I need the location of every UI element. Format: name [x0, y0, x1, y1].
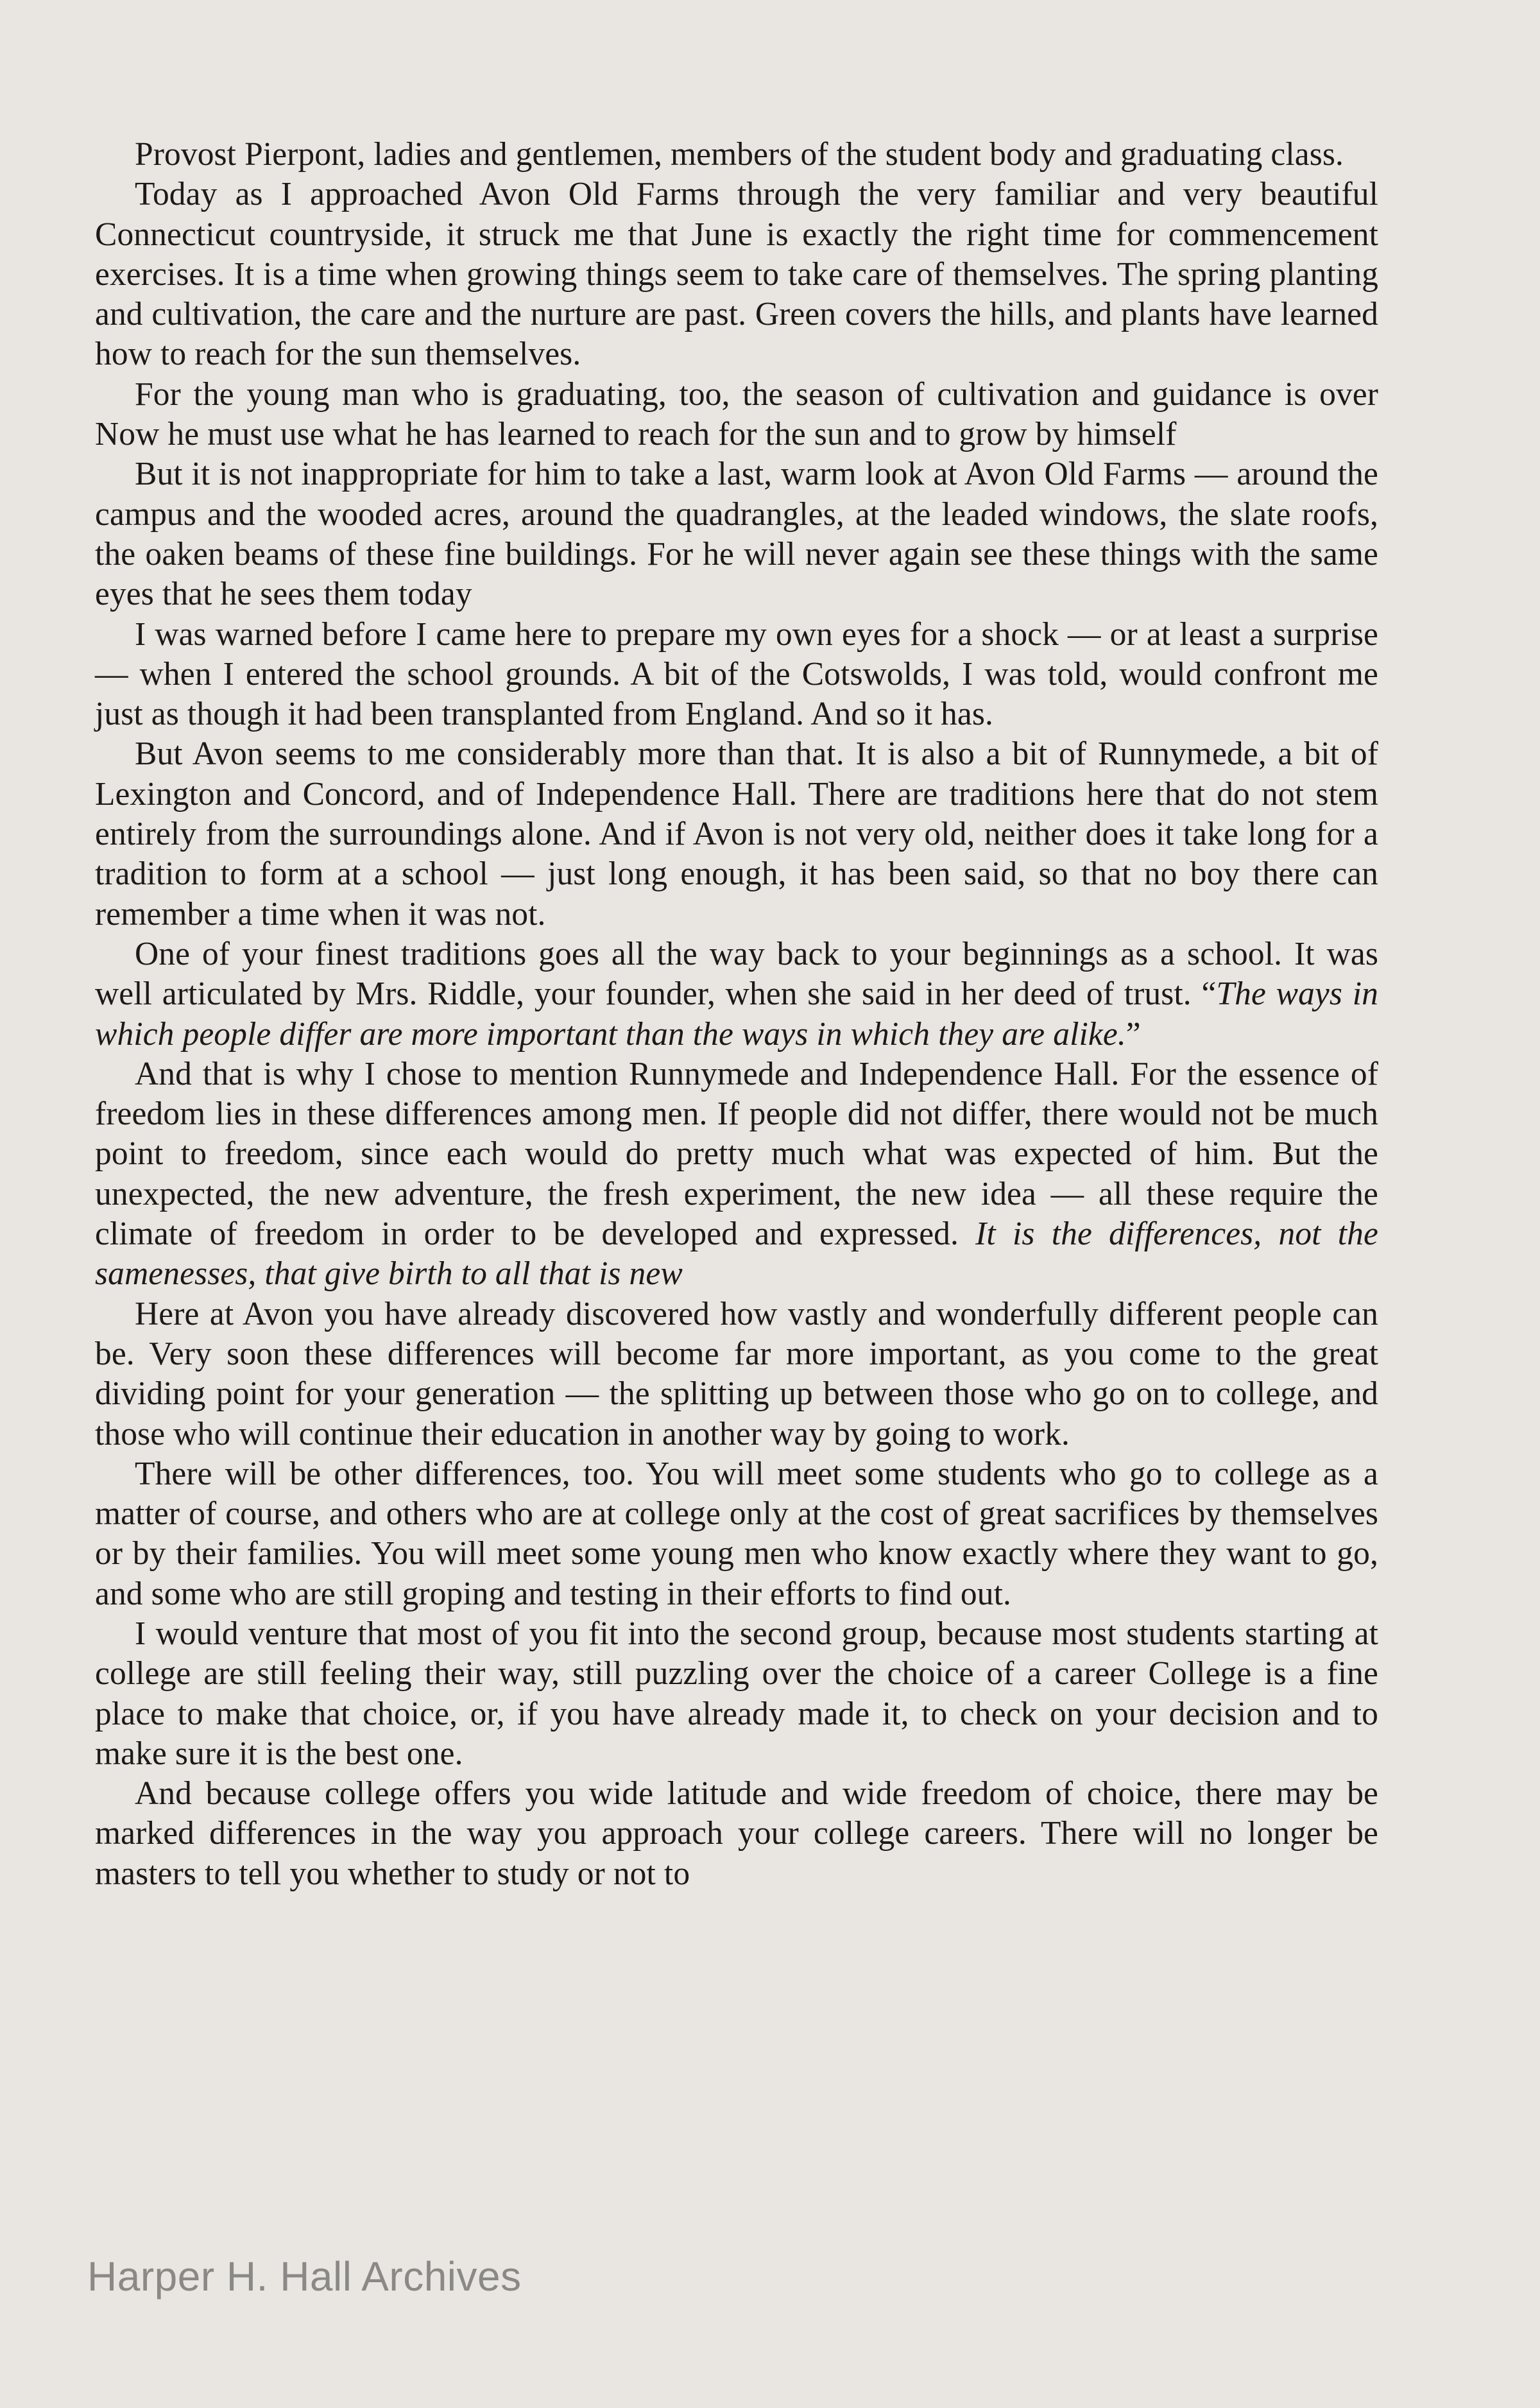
paragraph-6: [95, 734, 1378, 934]
paragraph-text: Today as I approached Avon Old Farms through the very familiar and very beautiful Connecticut countryside, it struck me that June is exactly the right time for commencement exercises. It is a time when growing things seem to take care of themselves. The spring planting and cultivation, the care and the nurture are past. Green covers the hills, and plants have learned how to reach for the sun themselves.: [95, 176, 1378, 373]
paragraph-12: [95, 1774, 1378, 1894]
paragraph-text: One of your finest traditions goes all the way back to your beginnings as a school. It was well articulated by Mrs. Riddle, your founder, when she said in her deed of trust. “: [95, 935, 1378, 1013]
paragraph-text: But Avon seems to me considerably more than that. It is also a bit of Runnymede, a bit of Lexington and Concord, and of Independence Hall. There are traditions here that do not stem entirely from the surroundings alone. And if Avon is not very old, neither does it take long for a tradition to form at a school — just long enough, it has been said, so that no boy there can remember a time when it was not.: [95, 735, 1378, 933]
paragraph-text: I would venture that most of you fit into the second group, because most students starting at college are still feeling their way, still puzzling over the choice of a career College is a fine place to make that choice, or, if you have already made it, to check on your decision and to make sure it is the best one.: [95, 1615, 1378, 1772]
paragraph-text: I was warned before I came here to prepare my own eyes for a shock — or at least a surprise — when I entered the school grounds. A bit of the Cotswolds, I was told, would confront me just as though it had been transplanted from England. And so it has.: [95, 615, 1378, 733]
paragraph-text: Provost Pierpont, ladies and gentlemen, members of the student body and graduating class.: [135, 136, 1344, 173]
paragraph-11: [95, 1614, 1378, 1774]
paragraph-8: [95, 1054, 1378, 1294]
archive-watermark: Harper H. Hall Archives: [87, 2253, 522, 2300]
paragraph-text: And that is why I chose to mention Runnymede and Independence Hall. For the essence of freedom lies in these differences among men. If people did not differ, there would not be much point to freedom, since each would do pretty much what was expected of him. But the unexpected, the new adventure, the fresh experiment, the new idea — all these require the climate of freedom in order to be developed and expressed.: [95, 1055, 1378, 1253]
paragraph-5: [95, 615, 1378, 735]
paragraph-text: But it is not inappropriate for him to take a last, warm look at Avon Old Farms — around the campus and the wooded acres, around the quadrangles, at the leaded windows, the slate roofs, the oaken beams of these fine buildings. For he will never again see these things with the same eyes that he sees them today: [95, 456, 1378, 613]
italic-quote: The ways in which people differ are more important than the ways in which they are alike.: [95, 976, 1378, 1053]
paragraph-text: For the young man who is graduating, too, the season of cultivation and guidance is over Now he must use what he has learned to reach for the sun and to grow by himself: [95, 375, 1378, 453]
paragraph-text: And because college offers you wide latitude and wide freedom of choice, there may be marked differences in the way you approach your college careers. There will no longer be masters to tell you whether to study or not to: [95, 1775, 1378, 1892]
paragraph-4: [95, 454, 1378, 614]
paragraph-1: [95, 135, 1378, 175]
paragraph-10: [95, 1454, 1378, 1614]
paragraph-7: [95, 934, 1378, 1054]
paragraph-text: Here at Avon you have already discovered how vastly and wonderfully different people can be. Very soon these differences will become far more important, as you come to the great dividing point for your generation — the splitting up between those who go on to college, and those who will continue their education in another way by going to work.: [95, 1295, 1378, 1452]
paragraph-9: [95, 1294, 1378, 1454]
paragraph-text: There will be other differences, too. You will meet some students who go to college as a matter of course, and others who are at college only at the cost of great sacrifices by themselves or by their families. You will meet some young men who know exactly where they want to go, and some who are still groping and testing in their efforts to find out.: [95, 1455, 1378, 1612]
paragraph-2: [95, 175, 1378, 374]
paragraph-text: ”: [1125, 1015, 1141, 1053]
paragraph-3: [95, 375, 1378, 455]
italic-quote: It is the differences, not the samenesses, that give birth to all that is new: [95, 1216, 1378, 1293]
speech-text: [95, 135, 1378, 1894]
